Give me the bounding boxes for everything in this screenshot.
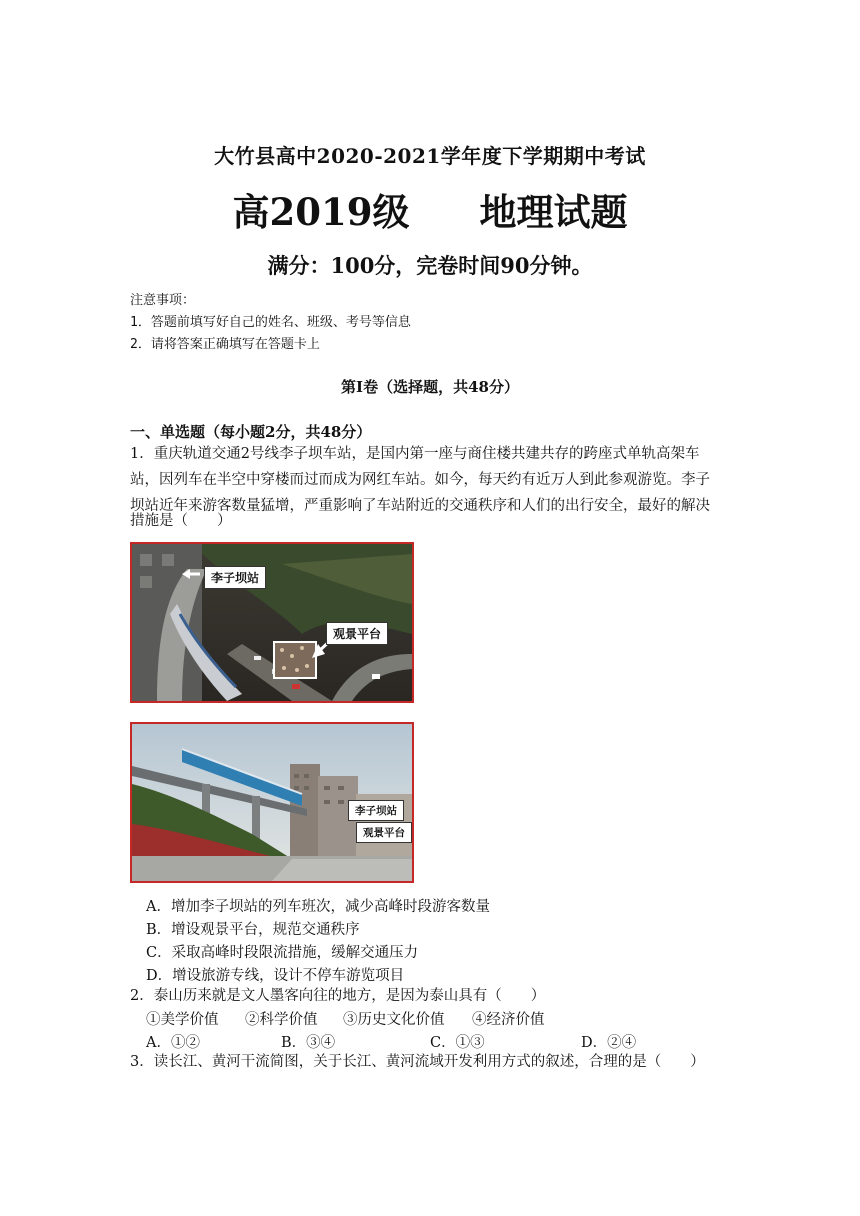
q1-photo-2 (130, 722, 414, 883)
q1-line-2: 站，因列车在半空中穿楼而过而成为网红车站。如今，每天约有近万人到此参观游览。李子 (130, 472, 710, 488)
notes-item-2: 2．请将答案正确填写在答题卡上 (130, 337, 320, 352)
q1-line-4: 措施是（ ） (130, 513, 232, 529)
q1-photo-1 (130, 542, 414, 703)
score-line: 满分：100分，完卷时间90分钟。 (267, 253, 593, 278)
notes-heading: 注意事项： (130, 293, 196, 308)
exam-title (0, 182, 860, 236)
q1-photo-1-platform-label: 观景平台 (326, 622, 388, 645)
notes-item-1: 1．答题前填写好自己的姓名、班级、考号等信息 (130, 315, 411, 330)
q2-option-d: D．②④ (581, 1035, 637, 1051)
q1-option-d: D．增设旅游专线，设计不停车游览项目 (146, 968, 405, 984)
title-subject: 地理试题 (479, 190, 628, 234)
q1-option-a: A．增加李子坝站的列车班次，减少高峰时段游客数量 (146, 899, 490, 915)
section-heading: 一、单选题（每小题2分，共48分） (130, 423, 372, 441)
q3-stem: 3．读长江、黄河干流简图，关于长江、黄河流域开发利用方式的叙述，合理的是（ ） (130, 1054, 705, 1070)
title-grade: 高2019级 (232, 190, 410, 234)
q1-option-c: C．采取高峰时段限流措施，缓解交通压力 (146, 945, 419, 961)
q1-line-1: 1．重庆轨道交通2号线李子坝车站，是国内第一座与商住楼共建共存的跨座式单轨高架车 (130, 446, 700, 462)
q1-photo-1-station-label: 李子坝站 (204, 566, 266, 589)
q2-item-4: ④经济价值 (472, 1012, 545, 1028)
q2-stem: 2．泰山历来就是文人墨客向往的地方，是因为泰山具有（ ） (130, 988, 546, 1004)
q1-photo-2-station-label: 李子坝站 (348, 800, 404, 821)
q2-option-c: C．①③ (430, 1035, 485, 1051)
q2-item-1: ①美学价值 (146, 1012, 219, 1028)
q2-item-2: ②科学价值 (245, 1012, 318, 1028)
exam-header-line: 大竹县高中2020-2021学年度下学期期中考试 (214, 144, 646, 168)
part-heading: 第I卷（选择题，共48分） (341, 378, 519, 396)
q1-photo-2-platform-label: 观景平台 (356, 822, 412, 843)
q1-line-3: 坝站近年来游客数量猛增，严重影响了车站附近的交通秩序和人们的出行安全，最好的解决 (130, 498, 710, 514)
q1-option-b: B．增设观景平台，规范交通秩序 (146, 922, 360, 938)
q2-option-a: A．①② (146, 1035, 200, 1051)
q2-item-3: ③历史文化价值 (343, 1012, 445, 1028)
q2-option-b: B．③④ (281, 1035, 336, 1051)
